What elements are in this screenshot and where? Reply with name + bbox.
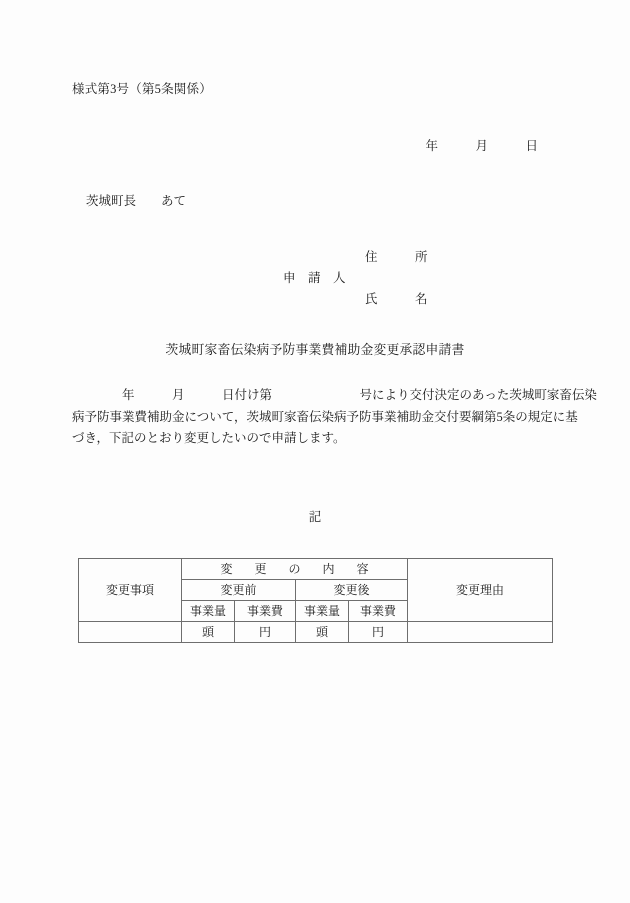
applicant-group-row (283, 266, 543, 287)
header-before: 変更前 (182, 580, 296, 601)
header-before-quantity: 事業量 (182, 601, 235, 622)
date-line: 年 月 日 (425, 139, 538, 153)
header-change-content: 変 更 の 内 容 (182, 559, 408, 580)
header-before-cost: 事業費 (235, 601, 296, 622)
body-line-3: づき，下記のとおり変更したいので申請します。 (72, 431, 346, 445)
document-title: 茨城町家畜伝染病予防事業費補助金変更承認申請書 (165, 343, 465, 357)
cell-before-quantity[interactable]: 頭 (182, 622, 235, 643)
applicant-address-label: 住 所 (365, 249, 428, 264)
cell-after-quantity[interactable]: 頭 (296, 622, 349, 643)
cell-after-cost[interactable]: 円 (349, 622, 408, 643)
header-after-quantity: 事業量 (296, 601, 349, 622)
header-after-cost: 事業費 (349, 601, 408, 622)
cell-before-cost[interactable]: 円 (235, 622, 296, 643)
applicant-name-row (283, 287, 543, 308)
applicant-block (283, 245, 543, 308)
table-row (79, 622, 553, 643)
body-line-2: 病予防事業費補助金について，茨城町家畜伝染病予防事業補助金交付要綱第5条の規定に基 (72, 409, 578, 424)
applicant-address-row (283, 245, 543, 266)
form-number: 様式第3号（第5条関係） (72, 82, 212, 96)
ki-marker: 記 (308, 510, 322, 524)
body-paragraph (72, 385, 597, 450)
addressee-line: 茨城町長 あて (86, 194, 187, 208)
applicant-group-label: 申 請 人 (283, 270, 346, 285)
header-change-item: 変更事項 (79, 559, 182, 622)
cell-change-item[interactable] (79, 622, 182, 643)
body-line-1: 年 月 日付け第 号により交付決定のあった茨城町家畜伝染 (72, 388, 597, 402)
header-after: 変更後 (296, 580, 408, 601)
cell-change-reason[interactable] (408, 622, 553, 643)
table-header-row-1 (79, 559, 553, 580)
header-change-reason: 変更理由 (408, 559, 553, 622)
applicant-name-label: 氏 名 (365, 291, 428, 306)
change-details-table (78, 558, 553, 643)
